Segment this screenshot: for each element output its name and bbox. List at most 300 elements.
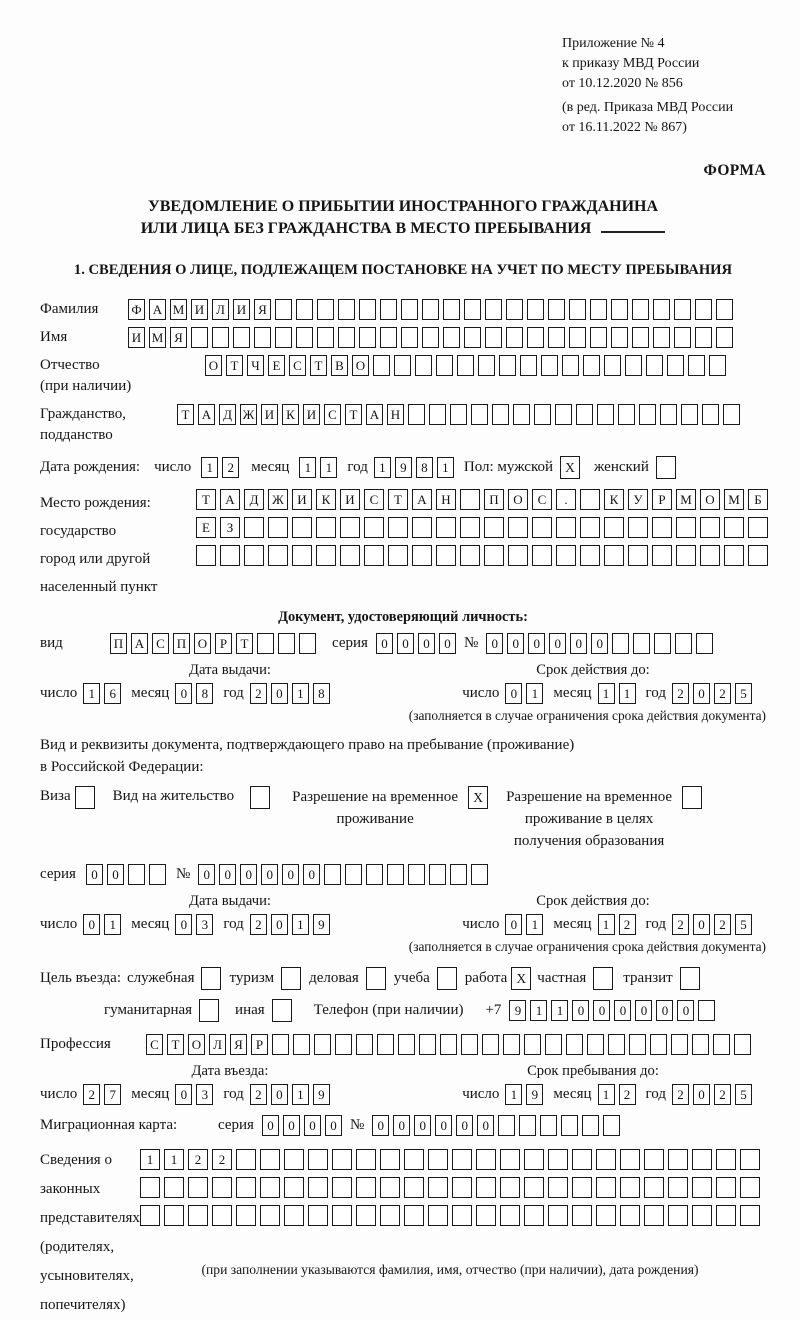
char-cell[interactable]	[316, 517, 336, 538]
char-cell[interactable]: 0	[282, 864, 299, 885]
char-cell[interactable]: К	[282, 404, 299, 425]
char-cell[interactable]	[503, 1034, 520, 1055]
char-cell[interactable]	[412, 545, 432, 566]
char-cell[interactable]	[440, 1034, 457, 1055]
char-cell[interactable]	[429, 404, 446, 425]
char-cell[interactable]	[380, 1177, 400, 1198]
char-cell[interactable]: 0	[593, 1000, 610, 1021]
char-cell[interactable]	[412, 517, 432, 538]
char-cell[interactable]	[650, 1034, 667, 1055]
char-cell[interactable]	[377, 1034, 394, 1055]
char-cell[interactable]: 0	[198, 864, 215, 885]
char-cell[interactable]	[702, 404, 719, 425]
char-cell[interactable]: 0	[570, 633, 587, 654]
char-cell[interactable]	[674, 327, 691, 348]
char-cell[interactable]	[569, 327, 586, 348]
char-cell[interactable]	[164, 1177, 184, 1198]
char-cell[interactable]	[492, 404, 509, 425]
char-cell[interactable]: П	[173, 633, 190, 654]
char-cell[interactable]	[212, 1205, 232, 1226]
char-cell[interactable]	[461, 1034, 478, 1055]
char-cell[interactable]: 0	[271, 1084, 288, 1105]
char-cell[interactable]	[188, 1177, 208, 1198]
char-cell[interactable]	[284, 1149, 304, 1170]
char-cell[interactable]	[233, 327, 250, 348]
char-cell[interactable]	[316, 545, 336, 566]
char-cell[interactable]: 1	[526, 683, 543, 704]
char-cell[interactable]: А	[366, 404, 383, 425]
char-cell[interactable]	[695, 299, 712, 320]
char-cell[interactable]: О	[700, 489, 720, 510]
char-cell[interactable]	[452, 1205, 472, 1226]
char-cell[interactable]: О	[205, 355, 222, 376]
char-cell[interactable]	[471, 864, 488, 885]
purpose-private-checkbox[interactable]	[593, 967, 613, 990]
char-cell[interactable]: М	[724, 489, 744, 510]
char-cell[interactable]	[500, 1149, 520, 1170]
char-cell[interactable]	[408, 864, 425, 885]
char-cell[interactable]	[692, 1205, 712, 1226]
char-cell[interactable]	[500, 1177, 520, 1198]
char-cell[interactable]: 0	[219, 864, 236, 885]
char-cell[interactable]	[356, 1034, 373, 1055]
char-cell[interactable]: У	[628, 489, 648, 510]
char-cell[interactable]	[191, 327, 208, 348]
char-cell[interactable]: Ф	[128, 299, 145, 320]
char-cell[interactable]	[476, 1177, 496, 1198]
char-cell[interactable]	[548, 299, 565, 320]
char-cell[interactable]: 0	[304, 1115, 321, 1136]
char-cell[interactable]: 2	[714, 683, 731, 704]
char-cell[interactable]	[527, 327, 544, 348]
char-cell[interactable]	[695, 327, 712, 348]
char-cell[interactable]: О	[188, 1034, 205, 1055]
char-cell[interactable]	[562, 355, 579, 376]
char-cell[interactable]: 1	[526, 914, 543, 935]
char-cell[interactable]	[597, 404, 614, 425]
char-cell[interactable]: С	[289, 355, 306, 376]
char-cell[interactable]	[532, 545, 552, 566]
char-cell[interactable]	[654, 633, 671, 654]
char-cell[interactable]: 5	[735, 1084, 752, 1105]
char-cell[interactable]	[644, 1205, 664, 1226]
char-cell[interactable]	[700, 517, 720, 538]
char-cell[interactable]	[324, 864, 341, 885]
char-cell[interactable]: 0	[175, 1084, 192, 1105]
char-cell[interactable]	[548, 1205, 568, 1226]
char-cell[interactable]	[713, 1034, 730, 1055]
char-cell[interactable]	[545, 1034, 562, 1055]
char-cell[interactable]: 0	[83, 914, 100, 935]
char-cell[interactable]: 0	[435, 1115, 452, 1136]
char-cell[interactable]	[628, 517, 648, 538]
char-cell[interactable]	[569, 299, 586, 320]
char-cell[interactable]: 0	[261, 864, 278, 885]
char-cell[interactable]: 1	[551, 1000, 568, 1021]
char-cell[interactable]	[723, 404, 740, 425]
char-cell[interactable]	[572, 1177, 592, 1198]
char-cell[interactable]	[596, 1149, 616, 1170]
char-cell[interactable]	[527, 299, 544, 320]
char-cell[interactable]: Ж	[268, 489, 288, 510]
char-cell[interactable]	[572, 1205, 592, 1226]
char-cell[interactable]: 1	[320, 457, 337, 478]
char-cell[interactable]	[612, 633, 629, 654]
char-cell[interactable]: 0	[635, 1000, 652, 1021]
char-cell[interactable]	[482, 1034, 499, 1055]
char-cell[interactable]	[244, 517, 264, 538]
char-cell[interactable]	[667, 355, 684, 376]
char-cell[interactable]	[332, 1205, 352, 1226]
char-cell[interactable]	[688, 355, 705, 376]
purpose-humanitarian-checkbox[interactable]	[199, 999, 219, 1022]
char-cell[interactable]: Т	[167, 1034, 184, 1055]
char-cell[interactable]	[404, 1205, 424, 1226]
female-checkbox[interactable]	[656, 456, 676, 479]
char-cell[interactable]	[359, 327, 376, 348]
char-cell[interactable]: Е	[268, 355, 285, 376]
char-cell[interactable]: 9	[526, 1084, 543, 1105]
char-cell[interactable]	[524, 1205, 544, 1226]
char-cell[interactable]	[632, 327, 649, 348]
char-cell[interactable]	[499, 355, 516, 376]
visa-checkbox[interactable]	[75, 786, 95, 809]
char-cell[interactable]	[476, 1205, 496, 1226]
char-cell[interactable]	[284, 1205, 304, 1226]
char-cell[interactable]	[668, 1149, 688, 1170]
char-cell[interactable]	[429, 864, 446, 885]
char-cell[interactable]	[681, 404, 698, 425]
char-cell[interactable]	[561, 1115, 578, 1136]
char-cell[interactable]: 0	[376, 633, 393, 654]
char-cell[interactable]	[580, 545, 600, 566]
char-cell[interactable]	[404, 1177, 424, 1198]
char-cell[interactable]	[268, 545, 288, 566]
char-cell[interactable]: П	[484, 489, 504, 510]
char-cell[interactable]	[485, 299, 502, 320]
char-cell[interactable]	[716, 299, 733, 320]
char-cell[interactable]: Р	[652, 489, 672, 510]
char-cell[interactable]	[676, 545, 696, 566]
char-cell[interactable]: Д	[219, 404, 236, 425]
char-cell[interactable]	[212, 327, 229, 348]
char-cell[interactable]	[471, 404, 488, 425]
char-cell[interactable]	[464, 299, 481, 320]
char-cell[interactable]	[556, 517, 576, 538]
purpose-transit-checkbox[interactable]	[680, 967, 700, 990]
char-cell[interactable]: Т	[226, 355, 243, 376]
char-cell[interactable]: Т	[196, 489, 216, 510]
char-cell[interactable]	[394, 355, 411, 376]
char-cell[interactable]	[603, 1115, 620, 1136]
char-cell[interactable]	[653, 327, 670, 348]
char-cell[interactable]: И	[292, 489, 312, 510]
char-cell[interactable]	[671, 1034, 688, 1055]
char-cell[interactable]	[260, 1177, 280, 1198]
char-cell[interactable]	[260, 1149, 280, 1170]
char-cell[interactable]	[268, 517, 288, 538]
char-cell[interactable]: 0	[414, 1115, 431, 1136]
char-cell[interactable]: .	[556, 489, 576, 510]
char-cell[interactable]: Н	[387, 404, 404, 425]
char-cell[interactable]: 1	[104, 914, 121, 935]
char-cell[interactable]	[338, 299, 355, 320]
char-cell[interactable]: М	[170, 299, 187, 320]
char-cell[interactable]	[556, 545, 576, 566]
char-cell[interactable]: С	[364, 489, 384, 510]
char-cell[interactable]: 1	[292, 914, 309, 935]
char-cell[interactable]: 1	[505, 1084, 522, 1105]
char-cell[interactable]: 0	[656, 1000, 673, 1021]
char-cell[interactable]	[338, 327, 355, 348]
char-cell[interactable]: Л	[212, 299, 229, 320]
char-cell[interactable]	[236, 1205, 256, 1226]
char-cell[interactable]: 0	[107, 864, 124, 885]
char-cell[interactable]	[356, 1149, 376, 1170]
char-cell[interactable]: Т	[236, 633, 253, 654]
char-cell[interactable]: Л	[209, 1034, 226, 1055]
char-cell[interactable]: 0	[477, 1115, 494, 1136]
char-cell[interactable]	[401, 299, 418, 320]
char-cell[interactable]	[140, 1205, 160, 1226]
char-cell[interactable]	[428, 1205, 448, 1226]
char-cell[interactable]: 0	[303, 864, 320, 885]
char-cell[interactable]	[284, 1177, 304, 1198]
char-cell[interactable]: 1	[83, 683, 100, 704]
char-cell[interactable]	[485, 327, 502, 348]
char-cell[interactable]	[464, 327, 481, 348]
char-cell[interactable]: 8	[416, 457, 433, 478]
char-cell[interactable]: А	[198, 404, 215, 425]
char-cell[interactable]: 2	[250, 914, 267, 935]
char-cell[interactable]	[618, 404, 635, 425]
char-cell[interactable]: О	[508, 489, 528, 510]
char-cell[interactable]: 2	[714, 914, 731, 935]
char-cell[interactable]: 6	[104, 683, 121, 704]
char-cell[interactable]	[296, 299, 313, 320]
char-cell[interactable]: 7	[104, 1084, 121, 1105]
char-cell[interactable]: 0	[549, 633, 566, 654]
char-cell[interactable]	[401, 327, 418, 348]
char-cell[interactable]	[520, 355, 537, 376]
char-cell[interactable]: 1	[530, 1000, 547, 1021]
char-cell[interactable]: 0	[693, 914, 710, 935]
char-cell[interactable]: 0	[572, 1000, 589, 1021]
char-cell[interactable]: 0	[271, 914, 288, 935]
char-cell[interactable]: 0	[86, 864, 103, 885]
char-cell[interactable]	[196, 545, 216, 566]
char-cell[interactable]: 0	[393, 1115, 410, 1136]
char-cell[interactable]	[292, 545, 312, 566]
char-cell[interactable]	[628, 545, 648, 566]
char-cell[interactable]	[364, 545, 384, 566]
purpose-other-checkbox[interactable]	[272, 999, 292, 1022]
char-cell[interactable]	[428, 1149, 448, 1170]
purpose-tourism-checkbox[interactable]	[281, 967, 301, 990]
char-cell[interactable]: 2	[619, 914, 636, 935]
char-cell[interactable]	[692, 1149, 712, 1170]
char-cell[interactable]	[366, 864, 383, 885]
char-cell[interactable]: Т	[388, 489, 408, 510]
char-cell[interactable]	[452, 1177, 472, 1198]
char-cell[interactable]	[632, 299, 649, 320]
char-cell[interactable]: М	[149, 327, 166, 348]
char-cell[interactable]	[668, 1177, 688, 1198]
char-cell[interactable]	[748, 545, 768, 566]
char-cell[interactable]	[364, 517, 384, 538]
char-cell[interactable]	[740, 1177, 760, 1198]
char-cell[interactable]	[524, 1149, 544, 1170]
char-cell[interactable]	[633, 633, 650, 654]
char-cell[interactable]: 1	[140, 1149, 160, 1170]
purpose-work-checkbox[interactable]: X	[511, 967, 531, 990]
char-cell[interactable]	[314, 1034, 331, 1055]
char-cell[interactable]: С	[324, 404, 341, 425]
char-cell[interactable]: 9	[313, 914, 330, 935]
char-cell[interactable]	[676, 517, 696, 538]
purpose-study-checkbox[interactable]	[437, 967, 457, 990]
char-cell[interactable]	[292, 517, 312, 538]
char-cell[interactable]	[380, 327, 397, 348]
char-cell[interactable]: И	[128, 327, 145, 348]
char-cell[interactable]	[582, 1115, 599, 1136]
char-cell[interactable]: 2	[672, 914, 689, 935]
char-cell[interactable]	[596, 1205, 616, 1226]
char-cell[interactable]: 0	[486, 633, 503, 654]
char-cell[interactable]: 0	[528, 633, 545, 654]
char-cell[interactable]: 0	[325, 1115, 342, 1136]
char-cell[interactable]	[484, 517, 504, 538]
char-cell[interactable]	[317, 299, 334, 320]
char-cell[interactable]	[620, 1149, 640, 1170]
char-cell[interactable]	[452, 1149, 472, 1170]
char-cell[interactable]: Б	[748, 489, 768, 510]
char-cell[interactable]	[604, 545, 624, 566]
char-cell[interactable]	[548, 327, 565, 348]
char-cell[interactable]: 2	[83, 1084, 100, 1105]
char-cell[interactable]	[380, 1149, 400, 1170]
char-cell[interactable]: 0	[175, 914, 192, 935]
char-cell[interactable]: 0	[262, 1115, 279, 1136]
edu-permit-checkbox[interactable]	[682, 786, 702, 809]
char-cell[interactable]: И	[303, 404, 320, 425]
char-cell[interactable]: Н	[436, 489, 456, 510]
char-cell[interactable]	[692, 1177, 712, 1198]
char-cell[interactable]	[308, 1177, 328, 1198]
char-cell[interactable]	[308, 1205, 328, 1226]
char-cell[interactable]	[443, 299, 460, 320]
char-cell[interactable]	[675, 633, 692, 654]
char-cell[interactable]: П	[110, 633, 127, 654]
char-cell[interactable]: 0	[693, 1084, 710, 1105]
char-cell[interactable]: К	[316, 489, 336, 510]
char-cell[interactable]: 0	[372, 1115, 389, 1136]
char-cell[interactable]: 1	[292, 683, 309, 704]
char-cell[interactable]	[580, 517, 600, 538]
char-cell[interactable]: 0	[505, 683, 522, 704]
char-cell[interactable]: Д	[244, 489, 264, 510]
char-cell[interactable]	[646, 355, 663, 376]
char-cell[interactable]	[724, 545, 744, 566]
char-cell[interactable]: Я	[254, 299, 271, 320]
char-cell[interactable]	[700, 545, 720, 566]
char-cell[interactable]	[519, 1115, 536, 1136]
char-cell[interactable]: А	[149, 299, 166, 320]
char-cell[interactable]	[740, 1205, 760, 1226]
char-cell[interactable]: К	[604, 489, 624, 510]
char-cell[interactable]	[652, 545, 672, 566]
char-cell[interactable]	[236, 1177, 256, 1198]
char-cell[interactable]	[436, 517, 456, 538]
char-cell[interactable]	[716, 1149, 736, 1170]
char-cell[interactable]: 5	[735, 914, 752, 935]
char-cell[interactable]: С	[152, 633, 169, 654]
char-cell[interactable]: 8	[196, 683, 213, 704]
char-cell[interactable]	[460, 517, 480, 538]
char-cell[interactable]	[576, 404, 593, 425]
char-cell[interactable]	[620, 1177, 640, 1198]
char-cell[interactable]	[340, 517, 360, 538]
char-cell[interactable]	[653, 299, 670, 320]
char-cell[interactable]	[275, 327, 292, 348]
char-cell[interactable]	[404, 1149, 424, 1170]
char-cell[interactable]: 1	[598, 914, 615, 935]
char-cell[interactable]	[275, 299, 292, 320]
char-cell[interactable]	[340, 545, 360, 566]
char-cell[interactable]: И	[233, 299, 250, 320]
char-cell[interactable]: 1	[598, 1084, 615, 1105]
temp-permit-checkbox[interactable]: X	[468, 786, 488, 809]
char-cell[interactable]	[436, 355, 453, 376]
char-cell[interactable]: Р	[251, 1034, 268, 1055]
char-cell[interactable]	[388, 545, 408, 566]
char-cell[interactable]	[508, 545, 528, 566]
char-cell[interactable]	[596, 1177, 616, 1198]
char-cell[interactable]: О	[194, 633, 211, 654]
char-cell[interactable]	[296, 327, 313, 348]
char-cell[interactable]: М	[676, 489, 696, 510]
char-cell[interactable]	[460, 545, 480, 566]
char-cell[interactable]	[359, 299, 376, 320]
char-cell[interactable]: Т	[345, 404, 362, 425]
char-cell[interactable]	[590, 299, 607, 320]
char-cell[interactable]: И	[191, 299, 208, 320]
char-cell[interactable]: 0	[283, 1115, 300, 1136]
char-cell[interactable]: 2	[672, 683, 689, 704]
char-cell[interactable]: Т	[310, 355, 327, 376]
char-cell[interactable]: 3	[196, 1084, 213, 1105]
char-cell[interactable]: Е	[196, 517, 216, 538]
char-cell[interactable]: 1	[437, 457, 454, 478]
char-cell[interactable]	[620, 1205, 640, 1226]
char-cell[interactable]	[629, 1034, 646, 1055]
char-cell[interactable]	[422, 299, 439, 320]
char-cell[interactable]: 0	[175, 683, 192, 704]
char-cell[interactable]	[308, 1149, 328, 1170]
char-cell[interactable]	[387, 864, 404, 885]
char-cell[interactable]	[506, 327, 523, 348]
char-cell[interactable]	[608, 1034, 625, 1055]
char-cell[interactable]	[524, 1177, 544, 1198]
char-cell[interactable]	[140, 1177, 160, 1198]
char-cell[interactable]: 1	[201, 457, 218, 478]
char-cell[interactable]	[611, 299, 628, 320]
char-cell[interactable]	[674, 299, 691, 320]
char-cell[interactable]	[696, 633, 713, 654]
char-cell[interactable]: 2	[222, 457, 239, 478]
char-cell[interactable]: 1	[164, 1149, 184, 1170]
char-cell[interactable]	[476, 1149, 496, 1170]
